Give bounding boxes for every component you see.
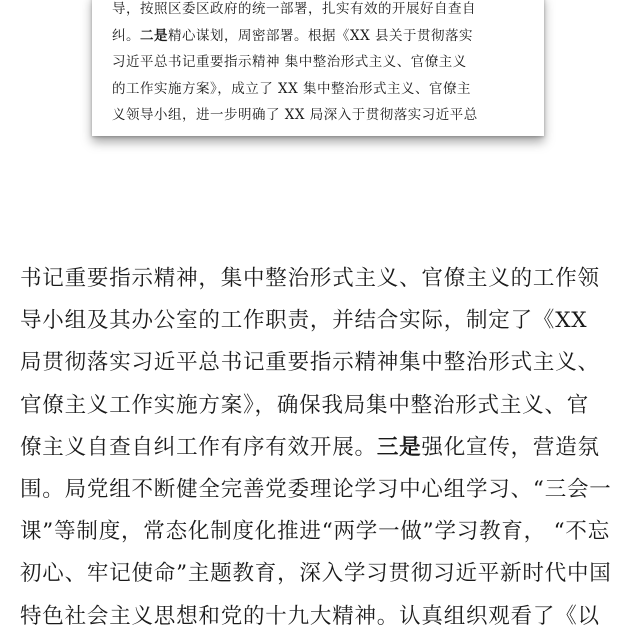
body-line-4: 官僚主义工作实施方案》，确保我局集中整治形式主义、官 (20, 392, 590, 418)
preview-line-1: 导，按照区委区政府的统一部署，扎实有效的开展好自查自 (112, 1, 476, 17)
emphasis-label: 二是 (140, 27, 168, 44)
preview-page-card (92, 0, 544, 136)
preview-line-2: 纠。二是精心谋划，周密部署。根据《XX 县关于贯彻落实 (112, 27, 474, 44)
body-line-9: 特色社会主义思想和党的十九大精神。认真组织观看了《以 (20, 603, 600, 629)
body-line-3: 局贯彻落实习近平总书记重要指示精神集中整治形式主义、 (20, 350, 600, 376)
preview-line-4: 的工作实施方案》，成立了 XX 集中整治形式主义、官僚主 (112, 80, 472, 97)
body-line-6: 围。局党组不断健全完善党委理论学习中心组学习、“三会一 (20, 476, 612, 502)
body-line-1: 书记重要指示精神，集中整治形式主义、官僚主义的工作领 (20, 266, 600, 291)
preview-line-5: 义领导小组，进一步明确了 XX 局深入于贯彻落实习近平总 (112, 107, 478, 123)
body-line-2: 导小组及其办公室的工作职责，并结合实际，制定了《XX (20, 308, 588, 334)
document-body-text (20, 258, 630, 638)
body-line-7: 课”等制度，常态化制度化推进“两学一做”学习教育， “不忘 (20, 519, 611, 545)
emphasis-label: 三是 (376, 434, 422, 460)
preview-page-text (112, 0, 530, 129)
body-line-8: 初心、牢记使命”主题教育，深入学习贯彻习近平新时代中国 (20, 561, 612, 587)
body-line-5: 僚主义自查自纠工作有序有效开展。三是强化宣传，营造氛 (20, 434, 600, 460)
preview-line-3: 习近平总书记重要指示精神 集中整治形式主义、官僚主义 (112, 54, 467, 70)
